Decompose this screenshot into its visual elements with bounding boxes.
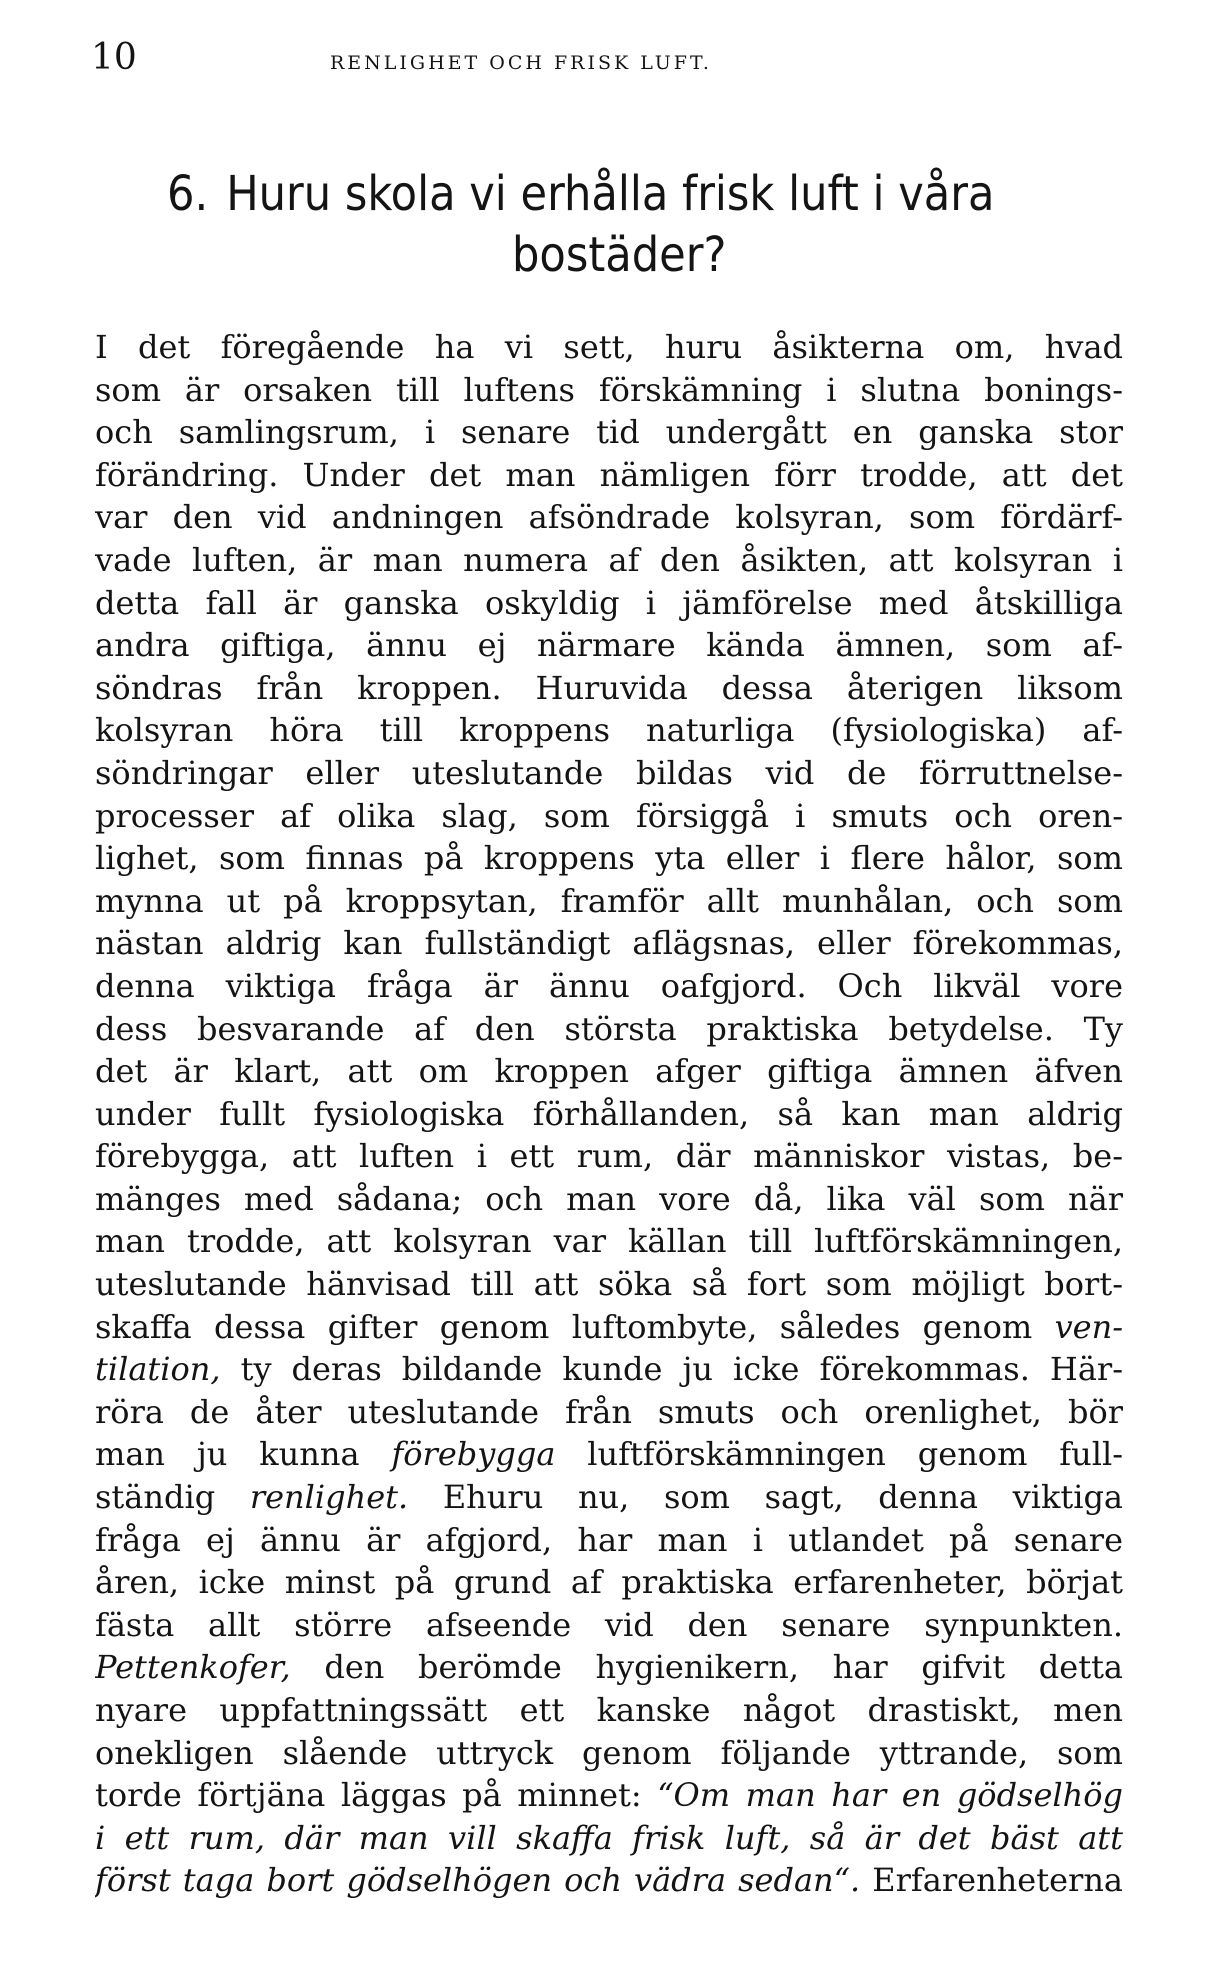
italic-quote: i ett rum, där man vill skaffa frisk luft, så är det bäst att: [95, 1818, 1123, 1857]
text-line: skaffa dessa gifter genom luftombyte, således genom ven-: [95, 1307, 1123, 1346]
text-line: vade luften, är man numera af den åsikten, att kolsyran i: [95, 540, 1123, 579]
body-paragraph: [95, 326, 1123, 1902]
text-line: dess besvarande af den största praktiska betydelse. Ty: [95, 1009, 1123, 1048]
text-line: söndringar eller uteslutande bildas vid de förruttnelse-: [95, 753, 1123, 792]
text-line: och samlingsrum, i senare tid undergått en ganska stor: [95, 413, 1123, 452]
italic-term: förebygga: [391, 1435, 556, 1474]
text-line: fråga ej ännu är afgjord, har man i utlandet på senare: [95, 1520, 1123, 1559]
text-line: först taga bort gödselhögen och vädra sedan“. Erfarenheterna: [95, 1861, 1123, 1900]
italic-name: Pettenkofer,: [95, 1648, 291, 1687]
section-title-part1: Huru skola vi erhålla frisk luft i våra: [226, 166, 995, 222]
text-line: mänges med sådana; och man vore då, lika väl som när: [95, 1179, 1123, 1218]
text-line: torde förtjäna läggas på minnet: “Om man har en gödselhög: [95, 1776, 1123, 1815]
text-line: nyare uppfattningssätt ett kanske något drastiskt, men: [95, 1691, 1123, 1729]
text-line: uteslutande hänvisad till att söka så fort som möjligt bort-: [95, 1265, 1123, 1304]
italic-term: ven-: [1054, 1307, 1123, 1346]
text-line: förebygga, att luften i ett rum, där människor vistas, be-: [95, 1137, 1123, 1176]
text-line: processer af olika slag, som försiggå i smuts och oren-: [95, 796, 1123, 835]
italic-term: renlighet.: [249, 1478, 409, 1517]
text-line: detta fall är ganska oskyldig i jämförelse med åtskilliga: [95, 583, 1123, 622]
text-line: lighet, som finnas på kroppens yta eller i flere hålor, som: [95, 839, 1123, 878]
text-line: röra de åter uteslutande från smuts och orenlighet, bör: [95, 1392, 1123, 1431]
text-line: kolsyran höra till kroppens naturliga (fysiologiska) af-: [95, 711, 1123, 750]
text-line: fästa allt större afseende vid den senare synpunkten.: [95, 1605, 1123, 1644]
text-line: mynna ut på kroppsytan, framför allt munhålan, och som: [95, 881, 1123, 920]
text-line: man ju kunna förebygga luftförskämningen genom full-: [95, 1435, 1123, 1474]
text-line: Pettenkofer, den berömde hygienikern, har gifvit detta: [95, 1648, 1123, 1687]
text-line: tilation, ty deras bildande kunde ju icke förekommas. Här-: [95, 1350, 1123, 1389]
text-line: under fullt fysiologiska förhållanden, så kan man aldrig: [95, 1094, 1123, 1133]
running-head: RENLIGHET OCH FRISK LUFT.: [330, 52, 712, 74]
page-number: 10: [91, 37, 137, 78]
text-line: som är orsaken till luftens förskämning i slutna bonings-: [95, 370, 1123, 409]
text-line: var den vid andningen afsöndrade kolsyran, som fördärf-: [95, 498, 1123, 537]
text-line: denna viktiga fråga är ännu oafgjord. Och likväl vore: [95, 966, 1123, 1005]
text-line: man trodde, att kolsyran var källan till luftförskämningen,: [95, 1222, 1123, 1261]
text-line: åren, icke minst på grund af praktiska erfarenheter, börjat: [95, 1563, 1123, 1602]
text-line: söndras från kroppen. Huruvida dessa återigen liksom: [95, 668, 1123, 707]
italic-quote: “Om man har en gödselhög: [657, 1776, 1123, 1815]
text-line: ständig renlighet. Ehuru nu, som sagt, denna viktiga: [95, 1478, 1123, 1517]
italic-term: tilation,: [95, 1350, 221, 1389]
section-heading-line2: bostäder?: [512, 227, 727, 283]
text-line: I det föregående ha vi sett, huru åsikterna om, hvad: [95, 328, 1123, 366]
section-number: 6.: [167, 166, 209, 222]
text-line: [95, 1817, 1123, 1860]
section-heading-line1: [167, 166, 995, 222]
italic-quote: först taga bort gödselhögen och vädra sedan“.: [95, 1861, 861, 1900]
text-line: nästan aldrig kan fullständigt aflägsnas, eller förekommas,: [95, 924, 1123, 963]
text-line: det är klart, att om kroppen afger giftiga ämnen äfven: [95, 1052, 1123, 1091]
text-line: förändring. Under det man nämligen förr trodde, att det: [95, 455, 1123, 494]
text-line: onekligen slående uttryck genom följande yttrande, som: [95, 1733, 1123, 1772]
text-line: andra giftiga, ännu ej närmare kända ämnen, som af-: [95, 626, 1123, 665]
